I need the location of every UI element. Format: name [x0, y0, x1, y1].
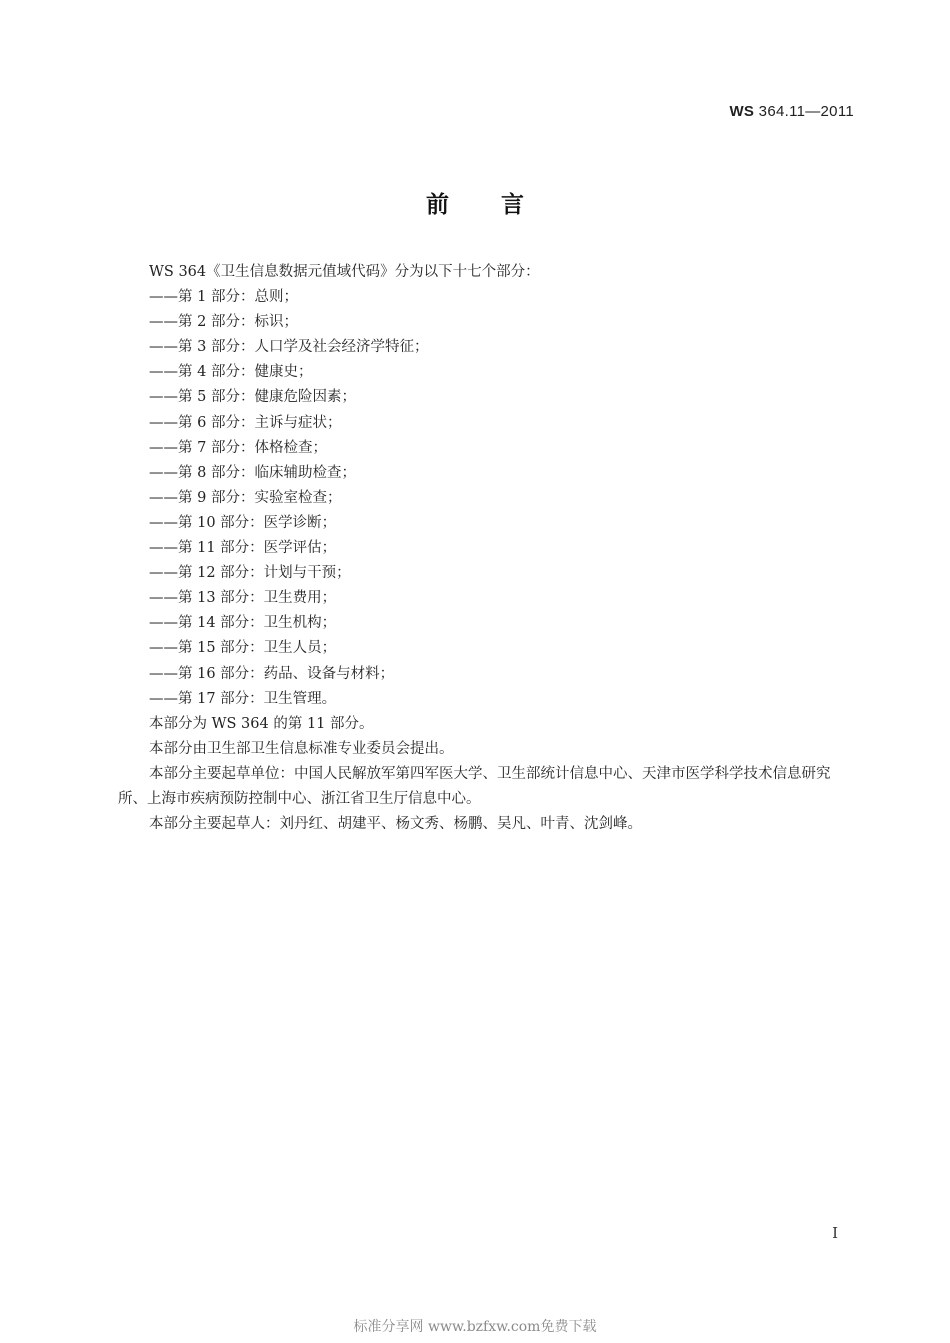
standard-code-prefix: WS — [729, 103, 755, 120]
standard-code — [729, 103, 854, 120]
page-title: 前言 — [426, 192, 576, 218]
list-item: ——第 4 部分：健康史； — [149, 364, 313, 381]
list-item: ——第 12 部分：计划与干预； — [149, 565, 351, 582]
parts-list — [118, 285, 858, 712]
list-item: ——第 17 部分：卫生管理。 — [149, 690, 337, 707]
list-item: ——第 3 部分：人口学及社会经济学特征； — [149, 339, 429, 356]
this-part-statement: 本部分为 WS 364 的第 11 部分。 — [149, 715, 374, 732]
list-item: ——第 7 部分：体格检查； — [149, 439, 327, 456]
list-item: ——第 13 部分：卫生费用； — [149, 590, 337, 607]
foreword-body — [118, 260, 858, 837]
proposed-by-statement: 本部分由卫生部卫生信息标准专业委员会提出。 — [149, 740, 454, 757]
list-item: ——第 9 部分：实验室检查； — [149, 489, 342, 506]
drafters-statement: 本部分主要起草人：刘丹红、胡建平、杨文秀、杨鹏、吴凡、叶青、沈剑峰。 — [149, 816, 642, 833]
list-item: ——第 8 部分：临床辅助检查； — [149, 464, 356, 481]
watermark-text: 标准分享网 www.bzfxw.com免费下载 — [353, 1319, 597, 1335]
list-item: ——第 14 部分：卫生机构； — [149, 615, 337, 632]
intro-paragraph: WS 364《卫生信息数据元值域代码》分为以下十七个部分： — [149, 264, 540, 280]
list-item: ——第 5 部分：健康危险因素； — [149, 389, 356, 406]
list-item: ——第 10 部分：医学诊断； — [149, 514, 337, 531]
list-item: ——第 15 部分：卫生人员； — [149, 640, 337, 657]
list-item: ——第 16 部分：药品、设备与材料； — [149, 665, 395, 682]
drafting-units-text: 本部分主要起草单位：中国人民解放军第四军医大学、卫生部统计信息中心、天津市医学科学技术信息研究所、上海市疾病预防控制中心、浙江省卫生厅信息中心。 — [118, 765, 831, 807]
drafting-units-statement — [118, 762, 858, 812]
standard-code-number: 364.11—2011 — [754, 103, 854, 120]
list-item: ——第 11 部分：医学评估； — [149, 540, 337, 557]
list-item: ——第 2 部分：标识； — [149, 314, 298, 331]
list-item: ——第 1 部分：总则； — [149, 289, 298, 306]
page-number: I — [832, 1224, 838, 1242]
list-item: ——第 6 部分：主诉与症状； — [149, 414, 342, 431]
